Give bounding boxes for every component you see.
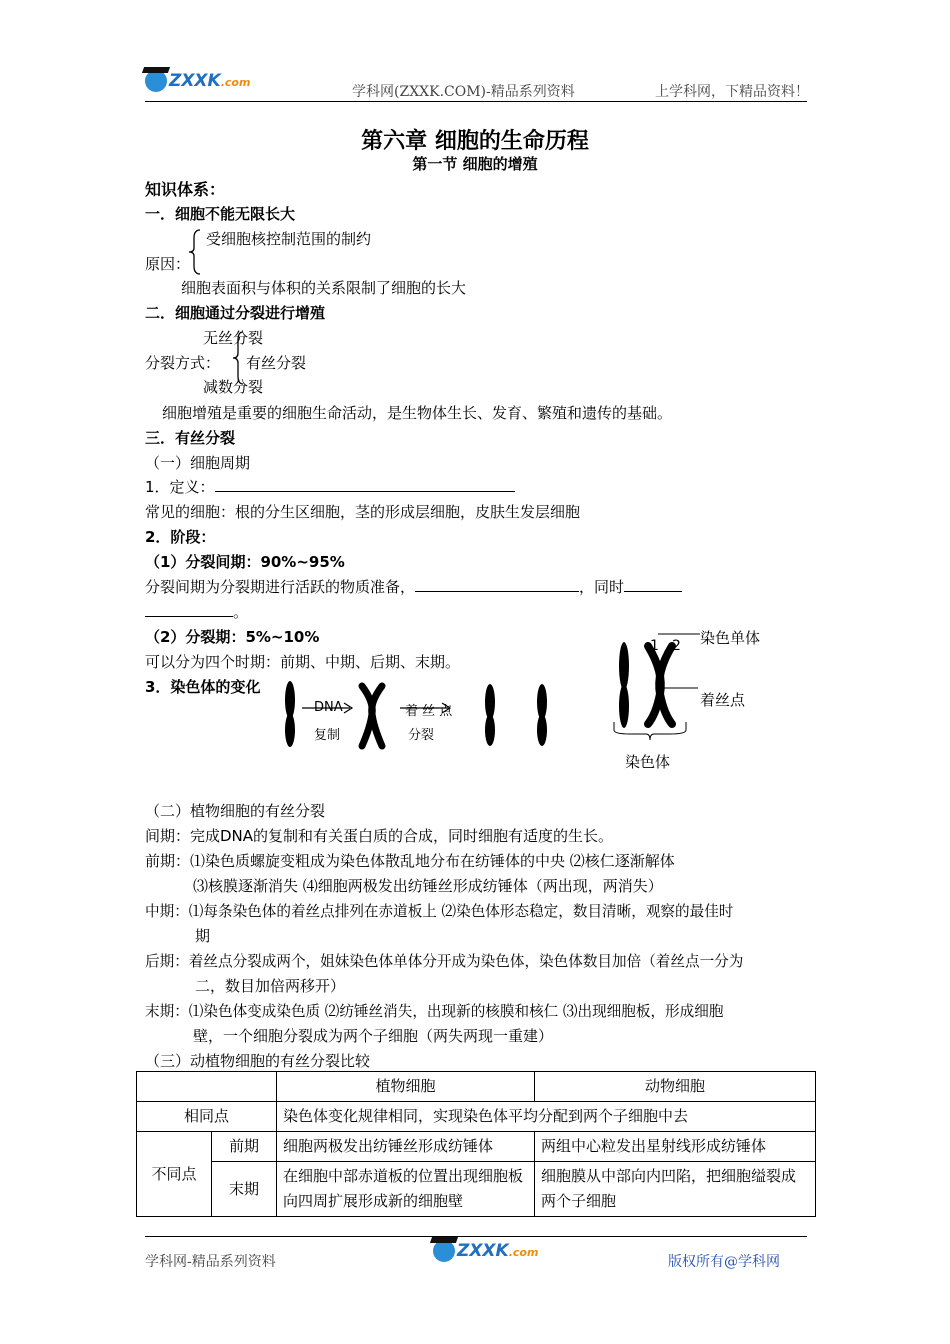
period-mark: 。: [233, 603, 249, 621]
split-label: 分裂: [408, 728, 435, 743]
common-cells: 常见的细胞：根的分生区细胞，茎的形成层细胞，皮肤生发层细胞: [145, 503, 581, 521]
plant-telophase-1: 末期：⑴染色体变成染色质 ⑵纺锤丝消失，出现新的核膜和核仁 ⑶出现细胞板，形成细胞: [145, 1003, 724, 1020]
telophase-animal: 细胞膜从中部向内凹陷，把细胞缢裂成两个子细胞: [535, 1162, 816, 1217]
plant-prophase-1: 前期：⑴染色质螺旋变粗成为染色体散乱地分布在纺锤体的中央 ⑵核仁逐渐解体: [145, 852, 675, 870]
chapter-title: 第六章 细胞的生命历程: [361, 129, 589, 154]
footer-left-text: 学科网-精品系列资料: [145, 1254, 276, 1270]
logo-text: ZXXK: [169, 71, 221, 91]
same-text: 染色体变化规律相同，实现染色体平均分配到两个子细胞中去: [277, 1102, 816, 1132]
header-right-text: 上学科网，下精品资料！: [655, 84, 809, 100]
s1-reason-a: 受细胞核控制范围的制约: [206, 230, 372, 248]
s1-reason-b: 细胞表面积与体积的关系限制了细胞的长大: [181, 279, 467, 297]
s1-heading: 一．细胞不能无限长大: [145, 205, 296, 223]
plant-anaphase-2: 二，数目加倍两移开）: [195, 977, 346, 995]
mitotic-phase-ratio: （2）分裂期：5%~10%: [145, 628, 320, 646]
chromosome-icon: [619, 642, 672, 728]
footer-logo[interactable]: [433, 1240, 538, 1262]
chromosome-label: 染色体: [625, 753, 671, 771]
telophase-label: 末期: [212, 1162, 277, 1217]
four-periods: 可以分为四个时期：前期、中期、后期、末期。: [145, 653, 461, 671]
s3-heading: 三．有丝分裂: [145, 429, 236, 447]
logo-text: ZXXK: [457, 1241, 509, 1261]
definition-blank[interactable]: [215, 491, 515, 492]
table-row: [137, 1132, 816, 1162]
col-plant-header: 植物细胞: [277, 1072, 535, 1102]
header-center-text: 学科网(ZXXK.COM)-精品系列资料: [352, 84, 575, 100]
same-label: 相同点: [137, 1102, 277, 1132]
dna-label: DNA: [314, 700, 343, 715]
site-logo[interactable]: [145, 70, 250, 92]
table-corner-cell: [137, 1072, 277, 1102]
table-row: [137, 1102, 816, 1132]
interphase-blank-3[interactable]: [145, 616, 233, 617]
stage-label: 2．阶段：: [145, 528, 216, 546]
replicate-label: 复制: [314, 728, 341, 743]
definition-label: 1．定义：: [145, 478, 215, 496]
compare-heading: （三）动植物细胞的有丝分裂比较: [145, 1052, 371, 1070]
telophase-plant: 在细胞中部赤道板的位置出现细胞板向四周扩展形成新的细胞壁: [277, 1162, 535, 1217]
graduation-cap-icon: [433, 1240, 455, 1262]
prophase-label: 前期: [212, 1132, 277, 1162]
plant-mitosis-heading: （二）植物细胞的有丝分裂: [145, 802, 326, 820]
interphase-ratio: （1）分裂间期：90%~95%: [145, 553, 345, 571]
graduation-cap-icon: [145, 70, 167, 92]
s2-note: 细胞增殖是重要的细胞生命活动，是生物体生长、发育、繁殖和遗传的基础。: [162, 404, 673, 422]
separated-chromosomes-icon: [485, 684, 547, 746]
plant-telophase-2: 壁，一个细胞分裂成为两个子细胞（两失两现一重建）: [193, 1027, 554, 1045]
interphase-blank-2[interactable]: [624, 591, 682, 592]
centromere-split-label: 着 丝 点: [405, 704, 453, 719]
diff-label: 不同点: [137, 1132, 212, 1217]
s2-heading: 二．细胞通过分裂进行增殖: [145, 304, 326, 322]
prophase-plant: 细胞两极发出纺锤丝形成纺锤体: [277, 1132, 535, 1162]
division-type-a: 无丝分裂: [203, 329, 264, 347]
plant-anaphase-1: 后期：着丝点分裂成两个，姐妹染色体单体分开成为染色体，染色体数目加倍（着丝点一分为: [145, 953, 744, 970]
chromosome-change-label: 3．染色体的变化: [145, 678, 261, 696]
table-row: [137, 1072, 816, 1102]
centromere-label: 着丝点: [700, 691, 746, 709]
prophase-animal: 两组中心粒发出星射线形成纺锤体: [535, 1132, 816, 1162]
col-animal-header: 动物细胞: [535, 1072, 816, 1102]
footer-rule: [145, 1236, 807, 1237]
division-type-c: 减数分裂: [203, 378, 264, 396]
plant-metaphase-2: 期: [195, 927, 211, 945]
division-type-b: 有丝分裂: [246, 354, 307, 372]
division-type-label: 分裂方式：: [145, 354, 221, 372]
chromatid-number-2: 2: [672, 638, 681, 654]
header-rule: [145, 101, 807, 102]
interphase-same-time: ，同时: [579, 578, 625, 596]
plant-prophase-2: ⑶核膜逐渐消失 ⑷细胞两极发出纺锤丝形成纺锤体（两出现，两消失）: [193, 877, 663, 895]
knowledge-heading: 知识体系：: [145, 180, 226, 199]
logo-suffix: .com: [220, 76, 251, 89]
footer-right-text: 版权所有@学科网: [668, 1254, 780, 1270]
comparison-table: [136, 1071, 816, 1217]
replicated-chromosome-icon: [362, 686, 382, 746]
chromatid-number-1: 1: [650, 638, 659, 654]
cell-cycle-heading: （一）细胞周期: [145, 454, 251, 472]
plant-interphase: 间期：完成DNA的复制和有关蛋白质的合成，同时细胞有适度的生长。: [145, 827, 614, 845]
interphase-note: 分裂间期为分裂期进行活跃的物质准备，: [145, 578, 416, 596]
chromatid-label: 染色单体: [700, 629, 761, 647]
section-title: 第一节 细胞的增殖: [412, 155, 538, 173]
s1-reason-label: 原因：: [145, 255, 191, 273]
single-chromosome-icon: [285, 681, 295, 747]
table-row: [137, 1162, 816, 1217]
plant-metaphase-1: 中期：⑴每条染色体的着丝点排列在赤道板上 ⑵染色体形态稳定，数目清晰，观察的最佳时: [145, 903, 734, 920]
logo-suffix: .com: [508, 1246, 539, 1259]
interphase-blank-1[interactable]: [415, 591, 579, 592]
